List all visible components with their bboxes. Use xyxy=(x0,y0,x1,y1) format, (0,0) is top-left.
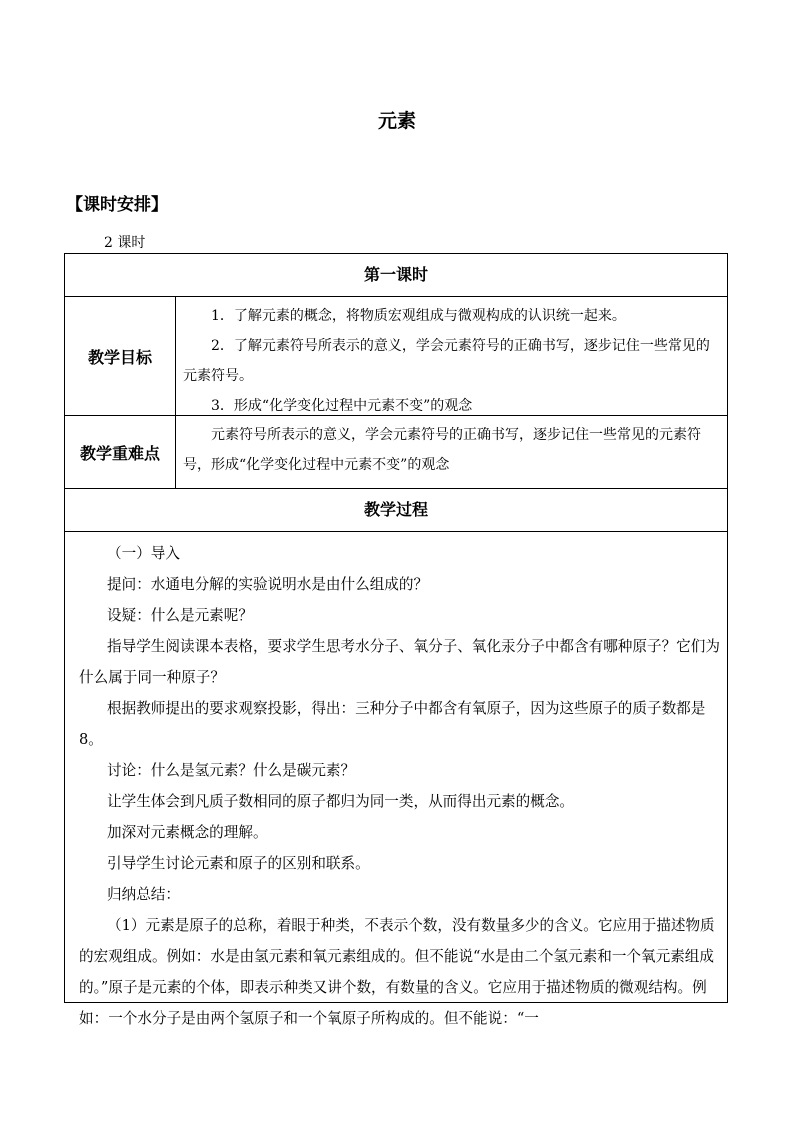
process-heading: 教学过程 xyxy=(363,500,428,519)
process-paragraph: 设疑：什么是元素呢？ xyxy=(107,607,253,624)
lesson-plan-table xyxy=(64,253,728,1027)
objective-item: 1．了解元素的概念，将物质宏观组成与微观构成的认识统一起来。 xyxy=(211,308,626,324)
document-title: 元素 xyxy=(377,110,416,132)
key-points-row xyxy=(65,415,727,488)
process-paragraph: 引导学生讨论元素和原子的区别和联系。 xyxy=(107,855,370,872)
process-paragraph: 讨论：什么是氢元素？什么是碳元素？ xyxy=(107,762,356,779)
objectives-row xyxy=(65,296,727,415)
key-points-text: 元素符号所表示的意义，学会元素符号的正确书写，逐步记住一些常见的元素符号，形成“化学变化过程中元素不变”的观念 xyxy=(183,427,701,473)
key-points-label: 教学重难点 xyxy=(65,416,176,488)
objective-item: 3．形成“化学变化过程中元素不变”的观念 xyxy=(211,398,473,414)
section-heading: 【课时安排】 xyxy=(66,195,168,215)
process-content xyxy=(65,532,727,1027)
key-points-content xyxy=(176,416,727,488)
process-paragraph: 让学生体会到凡质子数相同的原子都归为同一类，从而得出元素的概念。 xyxy=(107,793,575,810)
process-row xyxy=(65,531,727,1027)
process-paragraph: （一）导入 xyxy=(107,545,180,562)
process-paragraph: 提问：水通电分解的实验说明水是由什么组成的？ xyxy=(107,576,429,593)
process-paragraph: （1）元素是原子的总称，着眼于种类，不表示个数，没有数量多少的含义。它应用于描述物质的宏观组成。例如：水是由氢元素和氧元素组成的。但不能说“水是由二个氢元素和一个氧元素组成的。”原子是元素的个体，即表示种类又讲个数，有数量的含义。它应用于描述物质的微观结构。例如：一个水分子是由两个氢原子和一个氧原子所构成的。但不能说：“一 xyxy=(79,917,715,1027)
lesson-hours: 2 课时 xyxy=(104,235,146,251)
objective-item: 2．了解元素符号所表示的意义，学会元素符号的正确书写，逐步记住一些常见的元素符号。 xyxy=(183,338,710,384)
objectives-content xyxy=(176,297,727,415)
lesson-title: 第一课时 xyxy=(363,265,428,284)
process-heading-row xyxy=(65,488,727,531)
lesson-title-row xyxy=(65,254,727,296)
process-paragraph: 指导学生阅读课本表格，要求学生思考水分子、氧分子、氧化汞分子中都含有哪种原子？它们为什么属于同一种原子？ xyxy=(79,638,720,686)
process-paragraph: 归纳总结： xyxy=(107,886,180,903)
objectives-label: 教学目标 xyxy=(65,297,176,415)
process-paragraph: 加深对元素概念的理解。 xyxy=(107,824,268,841)
process-paragraph: 根据教师提出的要求观察投影，得出：三种分子中都含有氧原子，因为这些原子的质子数都是 8。 xyxy=(79,700,706,748)
